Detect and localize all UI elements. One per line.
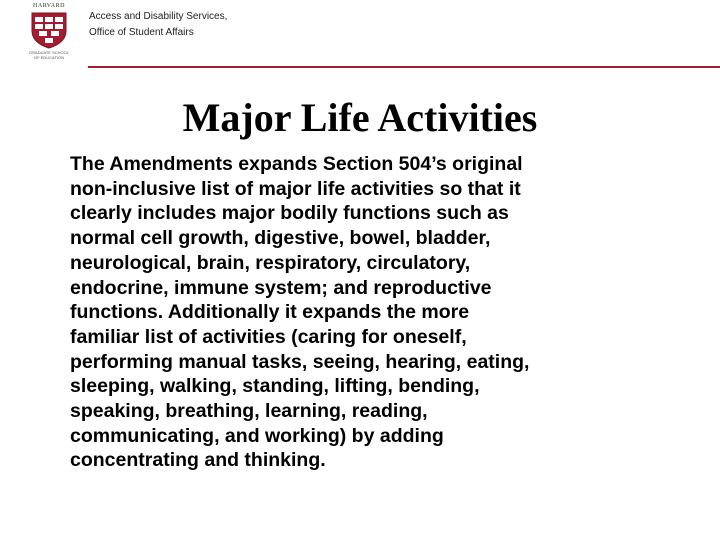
body-line: sleeping, walking, standing, lifting, bending, [70,375,480,398]
logo-subtitle-line: OF EDUCATION [34,55,64,60]
logo-subtitle [22,50,76,60]
slide-header [0,0,720,66]
header-divider [88,66,720,68]
body-line: normal cell growth, digestive, bowel, bladder, [70,227,491,250]
body-line: familiar list of activities (caring for oneself, [70,325,467,348]
body-line: endocrine, immune system; and reproductive [70,276,492,299]
logo-wordmark: HARVARD [33,3,65,9]
body-line: The Amendments expands Section 504’s original [70,153,523,175]
body-line: concentrating and thinking. [70,449,326,472]
harvard-shield-icon [30,11,68,49]
office-name-line2: Office of Student Affairs [89,27,194,38]
body-line: clearly includes major bodily functions such as [70,202,509,225]
logo-subtitle-line: GRADUATE SCHOOL [29,50,69,55]
body-line: speaking, breathing, learning, reading, [70,400,428,423]
body-line: functions. Additionally it expands the more [70,301,470,324]
office-name-line1: Access and Disability Services, [89,11,228,22]
body-line: performing manual tasks, seeing, hearing, eating, [70,350,530,373]
body-paragraph [70,152,670,473]
body-line: neurological, brain, respiratory, circulatory, [70,251,471,274]
body-line: non-inclusive list of major life activities so that it [70,177,521,200]
harvard-logo [22,3,76,63]
body-line: communicating, and working) by adding [70,424,444,447]
slide-title: Major Life Activities [182,94,538,140]
